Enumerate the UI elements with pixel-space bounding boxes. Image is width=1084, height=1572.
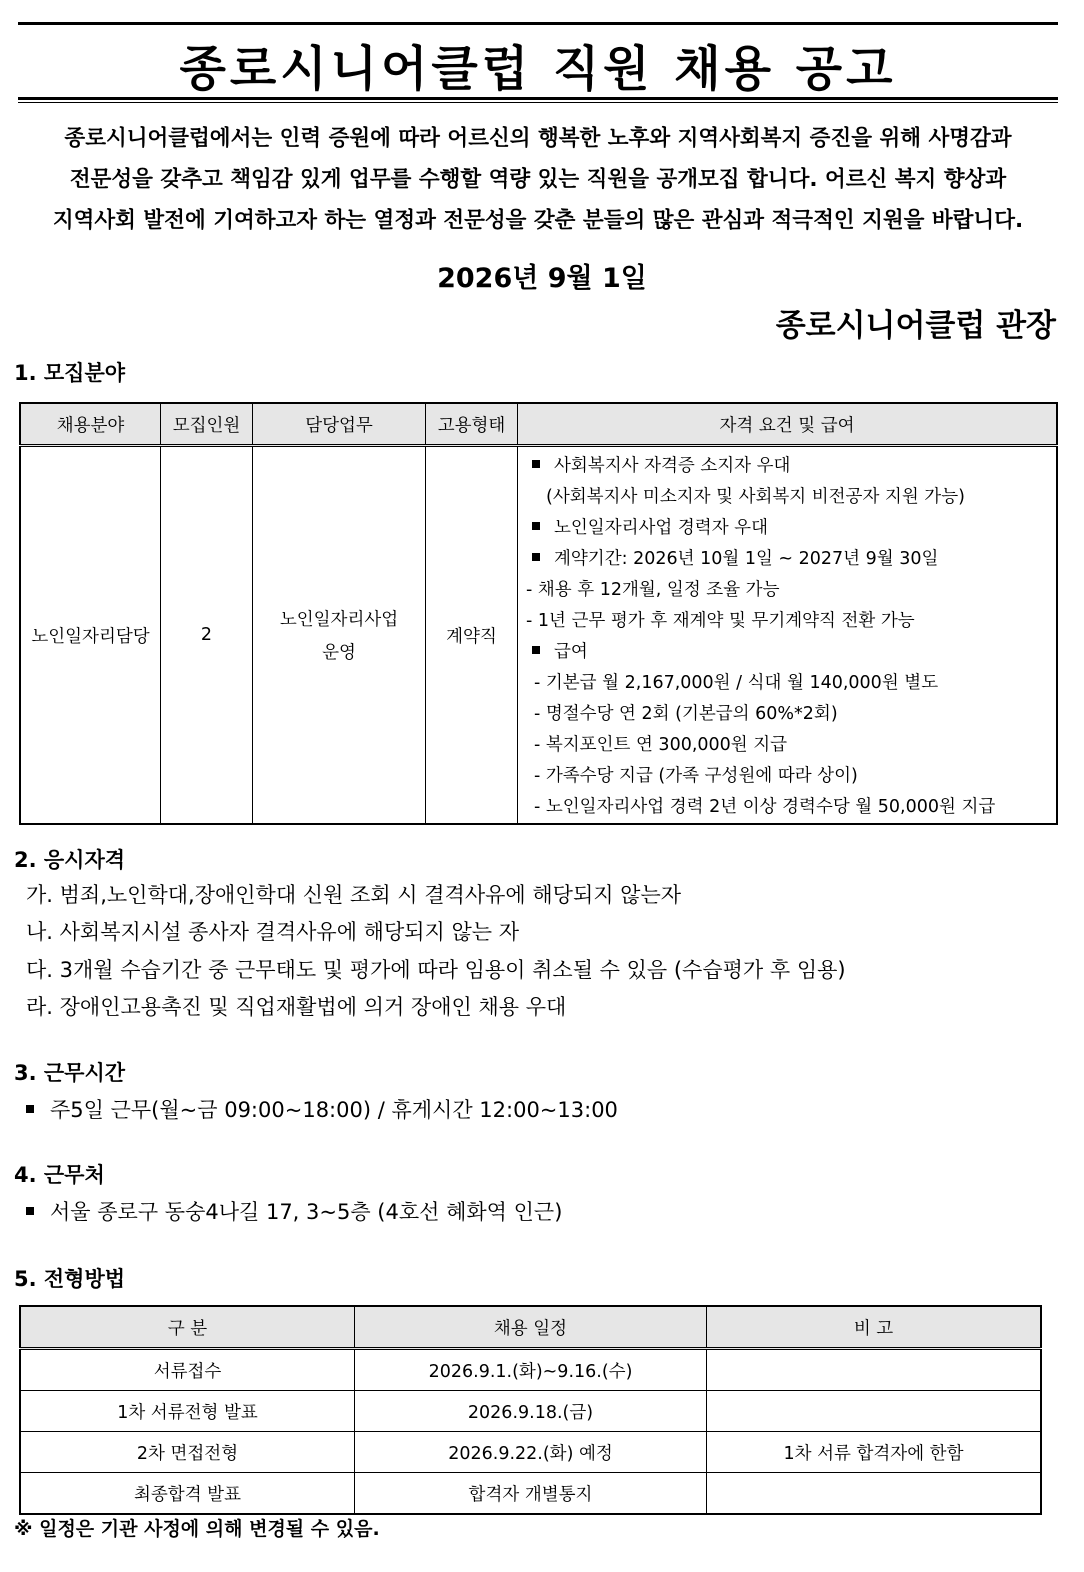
cell-field: 노인일자리담당 (20, 446, 161, 825)
cell-schedule: 2026.9.1.(화)~9.16.(수) (355, 1349, 707, 1391)
cell-remarks (707, 1473, 1042, 1515)
section-heading-eligibility: 2. 응시자격 (14, 848, 126, 872)
square-bullet-icon (532, 646, 540, 654)
cell-remarks: 1차 서류 합격자에 한함 (707, 1432, 1042, 1473)
qualification-line: - 기본급 월 2,167,000원 / 식대 월 140,000원 별도 (534, 673, 939, 693)
duty-line: 노인일자리사업 (279, 610, 399, 630)
page-title: 종로시니어클럽 직원 채용 공고 (179, 41, 897, 97)
table-row (20, 1349, 1041, 1391)
cell-duty (253, 446, 426, 825)
table-row (20, 1473, 1041, 1515)
cell-schedule: 2026.9.18.(금) (355, 1391, 707, 1432)
qualification-line: 계약기간: 2026년 10월 1일 ~ 2027년 9월 30일 (554, 549, 939, 569)
cell-schedule: 2026.9.22.(화) 예정 (355, 1432, 707, 1473)
cell-category: 1차 서류전형 발표 (20, 1391, 355, 1432)
eligibility-item: 나. 사회복지시설 종사자 결격사유에 해당되지 않는 자 (26, 920, 520, 944)
schedule-footnote: ※ 일정은 기관 사정에 의해 변경될 수 있음. (14, 1518, 380, 1540)
table-header-row (20, 1306, 1041, 1349)
section-heading-workplace: 4. 근무처 (14, 1163, 105, 1187)
table-row (20, 1432, 1041, 1473)
header-duty: 담당업무 (253, 403, 426, 446)
qualification-line: 사회복지사 자격증 소지자 우대 (554, 456, 791, 476)
qualification-line: 급여 (554, 642, 588, 662)
header-schedule: 채용 일정 (355, 1306, 707, 1349)
title-top-rule (18, 22, 1058, 25)
qualification-line: 노인일자리사업 경력자 우대 (554, 518, 768, 538)
cell-remarks (707, 1391, 1042, 1432)
eligibility-item: 다. 3개월 수습기간 중 근무태도 및 평가에 따라 임용이 취소될 수 있음 (수습평가 후 임용) (26, 958, 846, 982)
title-bottom-rule (18, 97, 1058, 100)
square-bullet-icon (532, 460, 540, 468)
eligibility-item: 가. 범죄,노인학대,장애인학대 신원 조회 시 결격사유에 해당되지 않는자 (26, 883, 682, 907)
qualification-line: - 노인일자리사업 경력 2년 이상 경력수당 월 50,000원 지급 (534, 797, 996, 817)
qualification-line: (사회복지사 미소지자 및 사회복지 비전공자 지원 가능) (546, 487, 965, 507)
cell-count: 2 (161, 446, 253, 825)
selection-schedule-table (19, 1305, 1042, 1515)
square-bullet-icon (26, 1207, 34, 1215)
recruitment-field-table (19, 402, 1058, 825)
square-bullet-icon (532, 553, 540, 561)
square-bullet-icon (26, 1105, 34, 1113)
workplace-text: 서울 종로구 동숭4나길 17, 3~5층 (4호선 혜화역 인근) (50, 1200, 563, 1224)
workplace-item (26, 1196, 562, 1226)
title-bottom-rule-thin (18, 102, 1058, 103)
cell-employment-type: 계약직 (426, 446, 518, 825)
intro-line: 전문성을 갖추고 책임감 있게 업무를 수행할 역량 있는 직원을 공개모집 합니다. 어르신 복지 향상과 (69, 167, 1007, 192)
work-hours-text: 주5일 근무(월~금 09:00~18:00) / 휴게시간 12:00~13:00 (50, 1098, 618, 1122)
intro-paragraph (22, 118, 1054, 241)
qualification-line: - 복지포인트 연 300,000원 지급 (534, 735, 788, 755)
cell-category: 2차 면접전형 (20, 1432, 355, 1473)
header-category: 구 분 (20, 1306, 355, 1349)
notice-signer: 종로시니어클럽 관장 (775, 308, 1056, 344)
table-row (20, 1391, 1041, 1432)
intro-line: 지역사회 발전에 기여하고자 하는 열정과 전문성을 갖춘 분들의 많은 관심과 적극적인 지원을 바랍니다. (52, 208, 1024, 233)
header-remarks: 비 고 (707, 1306, 1042, 1349)
cell-category: 서류접수 (20, 1349, 355, 1391)
work-hours-item (26, 1094, 618, 1124)
qualification-line: - 가족수당 지급 (가족 구성원에 따라 상이) (534, 766, 858, 786)
table-row (20, 446, 1057, 825)
qualification-line: - 채용 후 12개월, 일정 조율 가능 (526, 580, 780, 600)
square-bullet-icon (532, 522, 540, 530)
section-heading-selection: 5. 전형방법 (14, 1267, 126, 1291)
header-qualifications: 자격 요건 및 급여 (518, 403, 1058, 446)
header-count: 모집인원 (161, 403, 253, 446)
qualification-line: - 1년 근무 평가 후 재계약 및 무기계약직 전환 가능 (526, 611, 915, 631)
cell-qualifications (518, 446, 1058, 825)
cell-category: 최종합격 발표 (20, 1473, 355, 1515)
qualification-line: - 명절수당 연 2회 (기본급의 60%*2회) (534, 704, 838, 724)
eligibility-item: 라. 장애인고용촉진 및 직업재활법에 의거 장애인 채용 우대 (26, 995, 567, 1019)
cell-schedule: 합격자 개별통지 (355, 1473, 707, 1515)
duty-line: 운영 (322, 643, 356, 663)
header-field: 채용분야 (20, 403, 161, 446)
notice-date: 2026년 9월 1일 (437, 263, 647, 294)
table-header-row (20, 403, 1057, 446)
intro-line: 종로시니어클럽에서는 인력 증원에 따라 어르신의 행복한 노후와 지역사회복지 증진을 위해 사명감과 (64, 126, 1012, 151)
section-heading-work-hours: 3. 근무시간 (14, 1061, 126, 1085)
section-heading-recruitment-field: 1. 모집분야 (14, 361, 126, 385)
header-employment-type: 고용형태 (426, 403, 518, 446)
cell-remarks (707, 1349, 1042, 1391)
